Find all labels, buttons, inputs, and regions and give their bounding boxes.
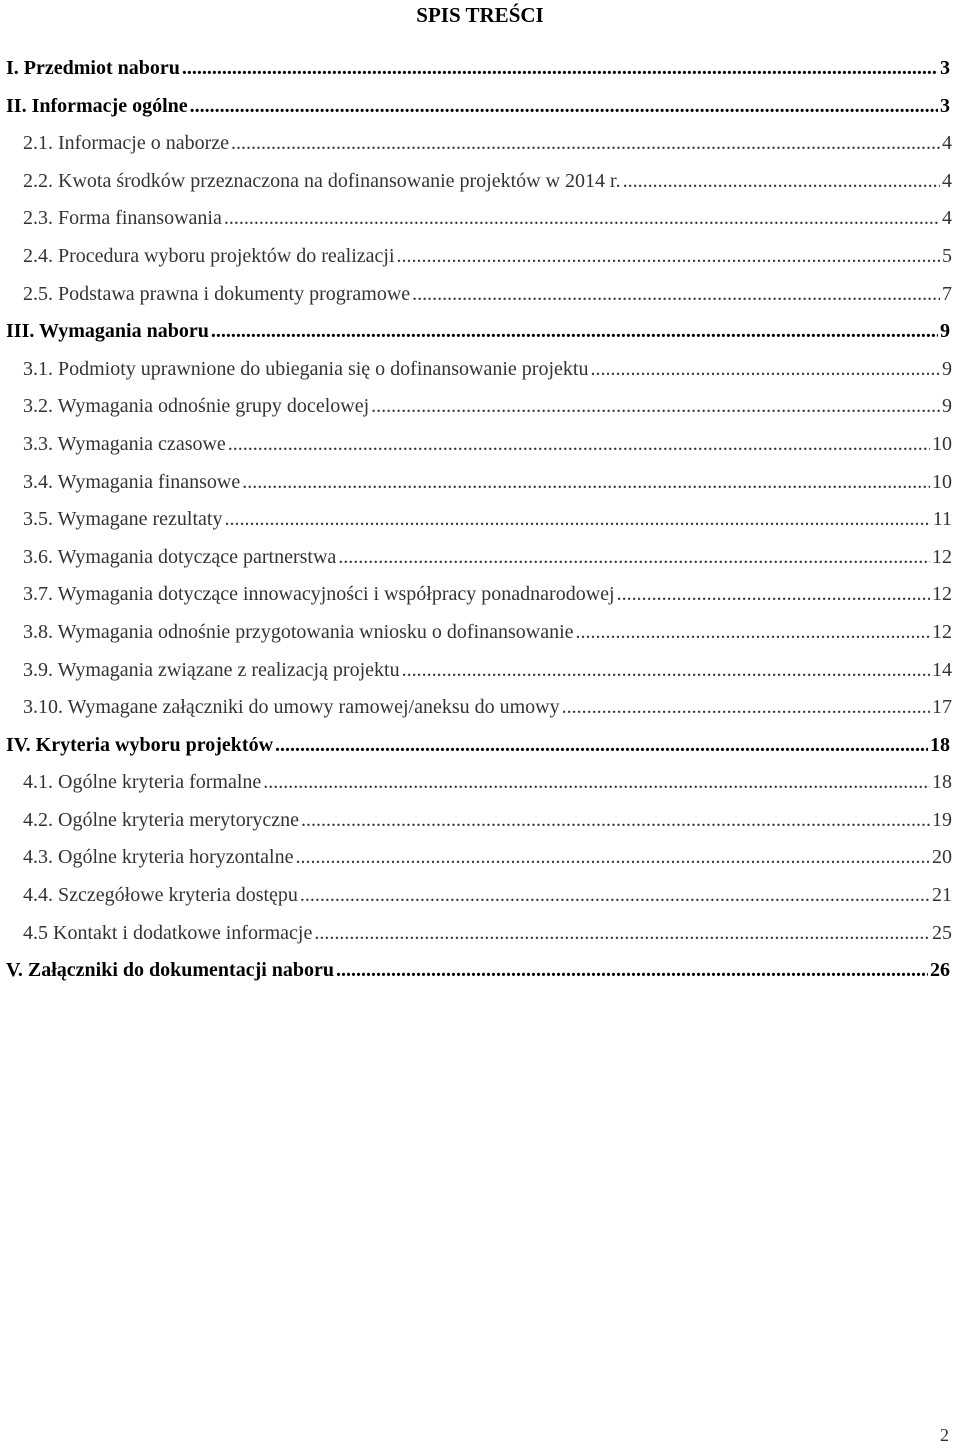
toc-entry-page: 10 (932, 432, 952, 455)
toc-entry[interactable] (0, 654, 955, 692)
toc-entry[interactable] (0, 578, 955, 616)
toc-entry-page: 17 (932, 696, 952, 719)
toc-entry-page: 7 (942, 282, 952, 305)
toc-entry-label: IV. Kryteria wyboru projektów (6, 733, 274, 756)
toc-entry[interactable] (0, 616, 955, 654)
dot-leader (231, 131, 940, 155)
toc-entry-page: 12 (932, 583, 952, 606)
toc-entry-label: 3.5. Wymagane rezultaty (23, 508, 223, 531)
toc-entry[interactable] (0, 841, 955, 879)
dot-leader (190, 94, 938, 118)
toc-entry-label: 3.8. Wymagania odnośnie przygotowania wniosku o dofinansowanie (23, 620, 574, 643)
toc-entry-label: 4.3. Ogólne kryteria horyzontalne (23, 846, 294, 869)
toc-entry-label: 4.4. Szczegółowe kryteria dostępu (23, 884, 298, 907)
toc-entry[interactable] (0, 879, 955, 917)
dot-leader (617, 582, 930, 606)
toc-entry-label: 2.2. Kwota środków przeznaczona na dofinansowanie projektów w 2014 r. (23, 169, 621, 192)
toc-entry-label: III. Wymagania naboru (6, 320, 209, 343)
toc-entry-label: 3.10. Wymagane załączniki do umowy ramowej/aneksu do umowy (23, 696, 560, 719)
toc-entry[interactable] (0, 202, 955, 240)
toc-entry[interactable] (0, 503, 955, 541)
toc-entry[interactable] (0, 691, 955, 729)
dot-leader (275, 733, 928, 757)
dot-leader (301, 808, 930, 832)
toc-entry[interactable] (0, 804, 955, 842)
toc-entry-label: 3.6. Wymagania dotyczące partnerstwa (23, 545, 337, 568)
toc-entry-page: 4 (942, 207, 952, 230)
toc-entry-label: 2.3. Forma finansowania (23, 207, 222, 230)
toc-entry-label: 4.1. Ogólne kryteria formalne (23, 771, 262, 794)
toc-entry[interactable] (0, 729, 955, 767)
toc-entry-label: 3.3. Wymagania czasowe (23, 432, 226, 455)
dot-leader (402, 658, 930, 682)
dot-leader (314, 921, 930, 945)
dot-leader (295, 845, 930, 869)
toc-entry-label: 4.2. Ogólne kryteria merytoryczne (23, 808, 300, 831)
toc-entry-label: 3.7. Wymagania dotyczące innowacyjności i współpracy ponadnarodowej (23, 583, 615, 606)
page-number: 2 (940, 1425, 949, 1445)
toc-entry[interactable] (0, 541, 955, 579)
dot-leader (336, 958, 928, 982)
toc-entry[interactable] (0, 240, 955, 278)
toc-entry-page: 18 (930, 733, 950, 756)
toc-entry-label: 2.1. Informacje o naborze (23, 132, 230, 155)
toc-entry-page: 20 (932, 846, 952, 869)
toc-entry[interactable] (0, 954, 955, 992)
toc-entry-page: 3 (940, 94, 950, 117)
toc-entry-page: 9 (942, 395, 952, 418)
toc-entry-page: 26 (930, 959, 950, 982)
dot-leader (562, 695, 930, 719)
toc-entry-page: 11 (932, 508, 952, 531)
toc-entry[interactable] (0, 278, 955, 316)
toc-entry-page: 3 (940, 57, 950, 79)
toc-entry-label: 4.5 Kontakt i dodatkowe informacje (23, 921, 313, 944)
table-of-contents (0, 52, 955, 992)
toc-entry-page: 9 (940, 320, 950, 343)
toc-entry-label: 3.1. Podmioty uprawnione do ubiegania się o dofinansowanie projektu (23, 357, 589, 380)
toc-entry-label: 3.4. Wymagania finansowe (23, 470, 241, 493)
toc-entry-label: 3.2. Wymagania odnośnie grupy docelowej (23, 395, 370, 418)
toc-entry-label: 2.5. Podstawa prawna i dokumenty programowe (23, 282, 411, 305)
toc-entry-page: 18 (932, 771, 952, 794)
toc-entry-page: 12 (932, 545, 952, 568)
dot-leader (263, 770, 930, 794)
toc-entry-label: II. Informacje ogólne (6, 94, 188, 117)
toc-entry[interactable] (0, 315, 955, 353)
page-title: SPIS TREŚCI (416, 3, 544, 27)
dot-leader (623, 169, 940, 193)
toc-entry[interactable] (0, 766, 955, 804)
toc-entry-page: 9 (942, 357, 952, 380)
dot-leader (182, 56, 938, 80)
toc-entry-label: 2.4. Procedura wyboru projektów do realizacji (23, 244, 395, 267)
dot-leader (211, 319, 938, 343)
toc-entry-page: 14 (932, 658, 952, 681)
toc-entry[interactable] (0, 466, 955, 504)
toc-entry-page: 10 (932, 470, 952, 493)
toc-entry-page: 25 (932, 921, 952, 944)
toc-entry[interactable] (0, 52, 955, 90)
toc-entry-page: 19 (932, 808, 952, 831)
dot-leader (224, 206, 940, 230)
dot-leader (300, 883, 930, 907)
toc-entry[interactable] (0, 353, 955, 391)
dot-leader (224, 507, 930, 531)
toc-entry[interactable] (0, 165, 955, 203)
dot-leader (228, 432, 930, 456)
dot-leader (576, 620, 930, 644)
dot-leader (338, 545, 930, 569)
toc-entry-page: 12 (932, 620, 952, 643)
toc-entry-label: 3.9. Wymagania związane z realizacją projektu (23, 658, 400, 681)
toc-entry-page: 21 (932, 884, 952, 907)
toc-entry-page: 4 (942, 169, 952, 192)
toc-entry-label: I. Przedmiot naboru (6, 57, 180, 79)
dot-leader (412, 282, 940, 306)
toc-entry[interactable] (0, 917, 955, 955)
toc-entry[interactable] (0, 428, 955, 466)
toc-entry[interactable] (0, 90, 955, 128)
toc-entry[interactable] (0, 390, 955, 428)
dot-leader (242, 470, 930, 494)
toc-entry-label: V. Załączniki do dokumentacji naboru (6, 959, 335, 982)
dot-leader (371, 394, 940, 418)
dot-leader (590, 357, 940, 381)
toc-entry[interactable] (0, 127, 955, 165)
toc-entry-page: 4 (942, 132, 952, 155)
dot-leader (397, 244, 940, 268)
toc-entry-page: 5 (942, 244, 952, 267)
